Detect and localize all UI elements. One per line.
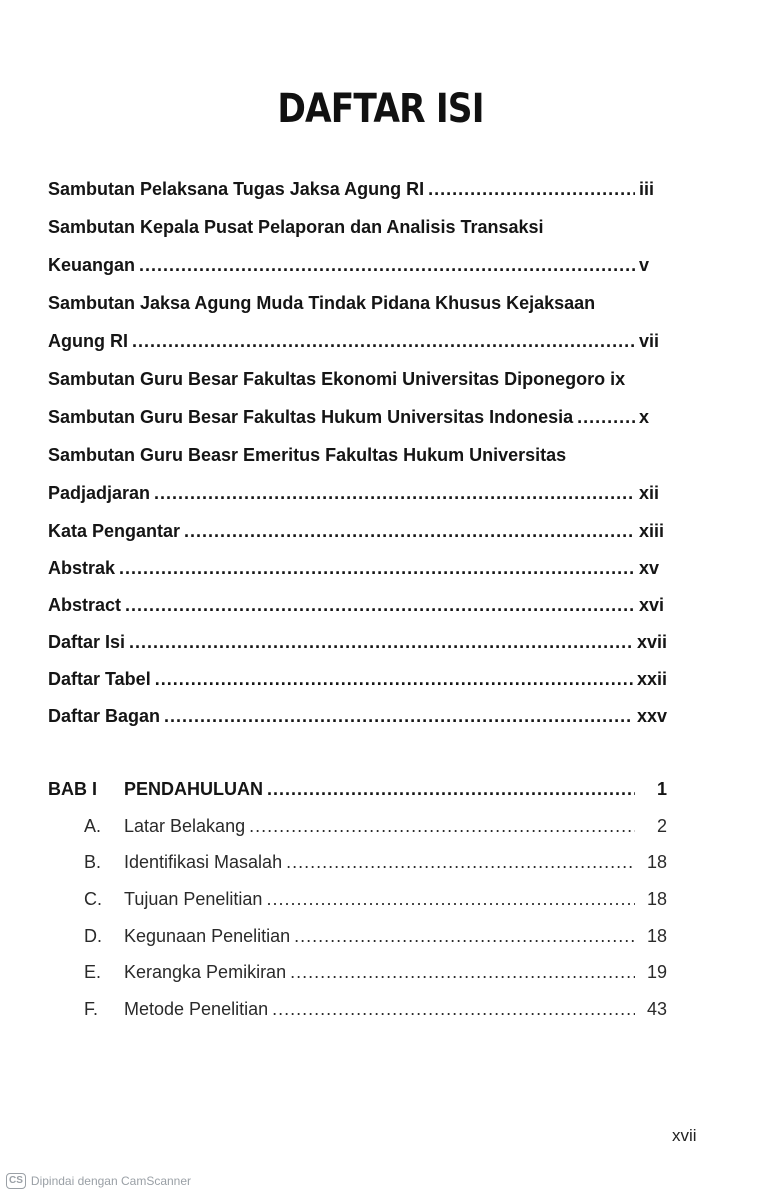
toc-entry-text: Daftar Tabel	[48, 669, 151, 689]
dot-leader	[272, 998, 635, 1020]
chapter-number: BAB I	[48, 779, 97, 799]
section-page: 43	[646, 999, 667, 1019]
section-letter: A.	[84, 816, 102, 836]
toc-entry-text: Sambutan Kepala Pusat Pelaporan dan Analisis Transaksi	[48, 217, 544, 237]
toc-entry	[48, 627, 667, 653]
toc-entry	[48, 478, 667, 504]
toc-entry-page: v	[639, 255, 650, 275]
dot-leader	[164, 705, 633, 727]
section-letter: B.	[84, 852, 102, 872]
section-title: Tujuan Penelitian	[124, 889, 263, 909]
dot-leader	[154, 482, 635, 504]
toc-entry	[48, 664, 667, 690]
toc-entry-text: Sambutan Jaksa Agung Muda Tindak Pidana Khusus Kejaksaan	[48, 293, 596, 313]
toc-entry	[48, 326, 667, 352]
toc-section	[84, 884, 667, 910]
dot-leader	[139, 254, 635, 276]
toc-entry	[48, 440, 566, 466]
dot-leader	[249, 815, 635, 837]
page-title: DAFTAR ISI	[277, 86, 484, 132]
toc-entry	[48, 364, 667, 390]
toc-entry-page: xv	[639, 558, 660, 578]
toc-section	[84, 957, 667, 983]
section-letter: C.	[84, 889, 102, 909]
toc-entry-page: x	[639, 407, 650, 427]
dot-leader	[155, 668, 633, 690]
toc-entry-page: xiii	[639, 521, 665, 541]
dot-leader	[184, 520, 635, 542]
toc-entry	[48, 402, 667, 428]
dot-leader	[290, 961, 635, 983]
dot-leader	[267, 778, 635, 800]
toc-entry-page: xxii	[636, 669, 667, 689]
section-page: 18	[646, 852, 667, 872]
section-letter: D.	[84, 926, 102, 946]
toc-entry	[48, 516, 667, 542]
toc-entry-page: xvii	[636, 632, 667, 652]
section-letter: F.	[84, 999, 99, 1019]
toc-entry-page: vii	[639, 331, 660, 351]
toc-entry	[48, 174, 667, 200]
toc-entry-text: Abstrak	[48, 558, 116, 578]
section-page: 18	[646, 926, 667, 946]
watermark-text: Dipindai dengan CamScanner	[30, 1174, 192, 1188]
section-title: Latar Belakang	[124, 816, 246, 836]
dot-leader	[119, 557, 635, 579]
toc-section	[84, 994, 667, 1020]
toc-entry-page: xvi	[639, 595, 665, 615]
dot-leader	[428, 178, 635, 200]
dot-leader	[577, 406, 635, 428]
toc-entry-text: Daftar Isi	[48, 632, 126, 652]
section-title: Metode Penelitian	[124, 999, 269, 1019]
toc-entry-text: Kata Pengantar	[48, 521, 181, 541]
dot-leader	[294, 925, 635, 947]
toc-section	[84, 921, 667, 947]
toc-entry-text: Sambutan Guru Besar Fakultas Ekonomi Universitas Diponegoro	[48, 369, 606, 389]
section-page: 2	[656, 816, 667, 836]
toc-entry	[48, 212, 544, 238]
dot-leader	[125, 594, 635, 616]
toc-entry-text: Abstract	[48, 595, 122, 615]
toc-entry-page: xii	[639, 483, 660, 503]
page-number: xvii	[672, 1126, 697, 1145]
toc-entry-text: Keuangan	[48, 255, 136, 275]
section-page: 18	[646, 889, 667, 909]
section-page: 19	[646, 962, 667, 982]
toc-section	[84, 847, 667, 873]
toc-entry-text: Sambutan Guru Beasr Emeritus Fakultas Hukum Universitas	[48, 445, 567, 465]
scanner-watermark	[6, 1173, 191, 1189]
camscanner-logo-icon: CS	[6, 1173, 26, 1189]
dot-leader	[132, 330, 635, 352]
toc-entry-page: xxv	[636, 706, 667, 726]
toc-entry-text: Sambutan Guru Besar Fakultas Hukum Universitas Indonesia	[48, 407, 574, 427]
section-title: Kerangka Pemikiran	[124, 962, 287, 982]
toc-section	[84, 811, 667, 837]
toc-entry	[48, 590, 667, 616]
dot-leader	[286, 851, 635, 873]
toc-entry-text: Padjadjaran	[48, 483, 151, 503]
section-title: Identifikasi Masalah	[124, 852, 283, 872]
toc-entry	[48, 250, 667, 276]
dot-leader	[266, 888, 635, 910]
dot-leader	[129, 631, 633, 653]
toc-entry-text: Agung RI	[48, 331, 128, 351]
toc-entry-page: iii	[639, 179, 655, 199]
toc-entry-page: ix	[610, 369, 626, 389]
chapter-title: PENDAHULUAN	[124, 779, 263, 799]
toc-entry-text: Sambutan Pelaksana Tugas Jaksa Agung RI	[48, 179, 425, 199]
toc-entry	[48, 553, 667, 579]
toc-entry	[48, 701, 667, 727]
toc-entry-text: Daftar Bagan	[48, 706, 161, 726]
section-letter: E.	[84, 962, 102, 982]
section-title: Kegunaan Penelitian	[124, 926, 291, 946]
toc-entry	[48, 288, 595, 314]
toc-chapter	[48, 774, 667, 800]
chapter-page: 1	[656, 779, 667, 799]
